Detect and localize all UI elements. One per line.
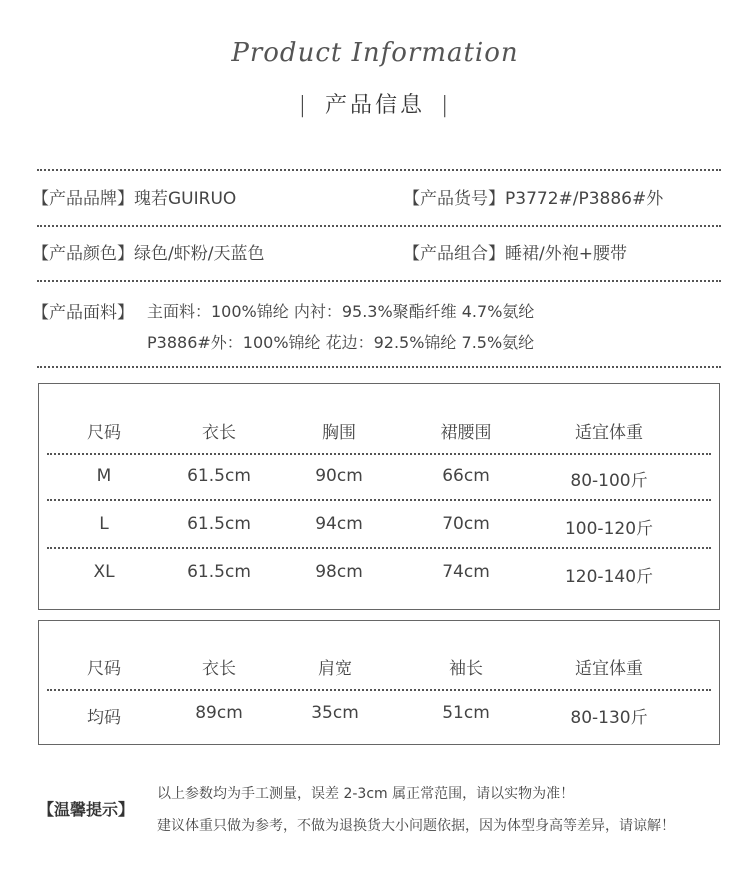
header-cell: 裙腰围 bbox=[440, 423, 492, 443]
size-table-1 bbox=[38, 383, 720, 610]
header-cell: 衣长 bbox=[202, 423, 236, 443]
cell: 61.5cm bbox=[187, 514, 251, 534]
combo-label: 【产品组合】 bbox=[403, 244, 505, 264]
row-divider bbox=[47, 547, 711, 549]
cell: L bbox=[99, 514, 109, 534]
table-row bbox=[39, 514, 719, 544]
color-value: 绿色/虾粉/天蓝色 bbox=[134, 244, 265, 264]
cell: 94cm bbox=[315, 514, 363, 534]
size-table-2 bbox=[38, 620, 720, 745]
divider bbox=[37, 169, 721, 171]
cell: 70cm bbox=[442, 514, 490, 534]
title-text: 产品信息 bbox=[324, 93, 425, 118]
header-cell: 适宜体重 bbox=[575, 423, 643, 443]
cell: M bbox=[96, 466, 112, 486]
color-label: 【产品颜色】 bbox=[32, 244, 134, 264]
table-row bbox=[39, 562, 719, 592]
brand-value: 瑰若GUIRUO bbox=[134, 189, 237, 209]
divider bbox=[37, 280, 721, 282]
header-cell: 衣长 bbox=[202, 659, 236, 679]
header-cell: 适宜体重 bbox=[575, 659, 643, 679]
cell: XL bbox=[93, 562, 115, 582]
color-row bbox=[32, 239, 264, 264]
row-divider bbox=[47, 453, 711, 455]
title-bar-left: | bbox=[298, 93, 309, 118]
combo-row bbox=[403, 239, 627, 264]
table-row bbox=[39, 466, 719, 496]
cell: 100-120斤 bbox=[564, 519, 654, 539]
cell: 35cm bbox=[311, 703, 359, 723]
cell: 74cm bbox=[442, 562, 490, 582]
header-cell: 尺码 bbox=[87, 423, 121, 443]
cell: 均码 bbox=[87, 708, 121, 728]
script-title: Product Information bbox=[231, 38, 519, 68]
cell: 61.5cm bbox=[187, 562, 251, 582]
header-cell: 胸围 bbox=[322, 423, 356, 443]
header-cell: 尺码 bbox=[87, 659, 121, 679]
fabric-line-1: 主面料：100%锦纶 内衬：95.3%聚酯纤维 4.7%氨纶 bbox=[147, 302, 535, 321]
title-bar-right: | bbox=[441, 93, 452, 118]
combo-value: 睡裙/外袍+腰带 bbox=[505, 244, 627, 264]
cell: 89cm bbox=[195, 703, 243, 723]
sku-row bbox=[403, 184, 663, 209]
tips-line-2: 建议体重只做为参考，不做为退换货大小问题依据，因为体型身高等差异，请谅解！ bbox=[157, 818, 675, 834]
sku-value: P3772#/P3886#外 bbox=[505, 189, 664, 209]
cell: 120-140斤 bbox=[564, 567, 654, 587]
page-title bbox=[0, 88, 750, 119]
table-header-row bbox=[39, 654, 719, 684]
cell: 80-130斤 bbox=[570, 708, 648, 728]
divider bbox=[37, 225, 721, 227]
divider bbox=[37, 366, 721, 368]
table-header-row bbox=[39, 418, 719, 448]
brand-label: 【产品品牌】 bbox=[32, 189, 134, 209]
cell: 66cm bbox=[442, 466, 490, 486]
header-cell: 肩宽 bbox=[318, 659, 352, 679]
row-divider bbox=[47, 689, 711, 691]
cell: 90cm bbox=[315, 466, 363, 486]
cell: 61.5cm bbox=[187, 466, 251, 486]
tips-label: 【温馨提示】 bbox=[38, 800, 135, 819]
cell: 80-100斤 bbox=[570, 471, 648, 491]
row-divider bbox=[47, 499, 711, 501]
fabric-line-2: P3886#外：100%锦纶 花边：92.5%锦纶 7.5%氨纶 bbox=[147, 333, 535, 352]
fabric-label: 【产品面料】 bbox=[32, 303, 134, 323]
header-cell: 袖长 bbox=[449, 659, 483, 679]
sku-label: 【产品货号】 bbox=[403, 189, 505, 209]
cell: 51cm bbox=[442, 703, 490, 723]
brand-row bbox=[32, 184, 236, 209]
tips-line-1: 以上参数均为手工测量，误差 2-3cm 属正常范围，请以实物为准！ bbox=[157, 786, 575, 802]
cell: 98cm bbox=[315, 562, 363, 582]
table-row bbox=[39, 703, 719, 733]
